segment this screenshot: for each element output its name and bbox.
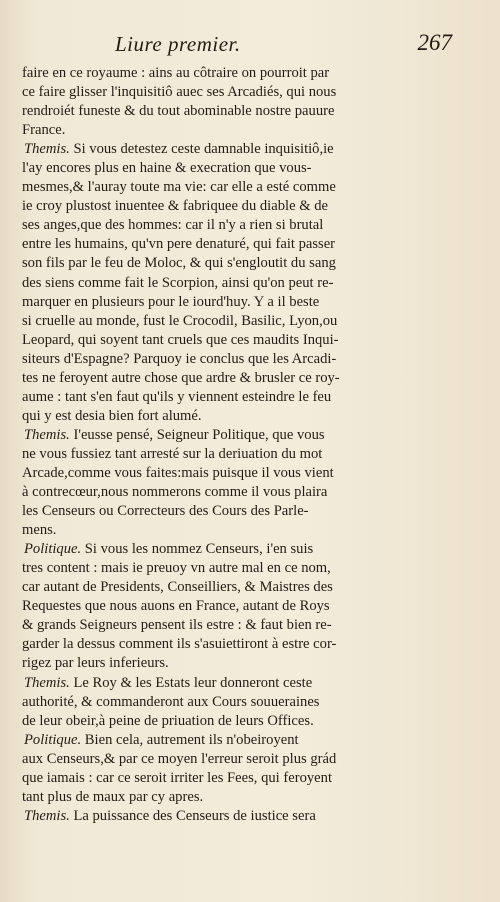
text-line — [22, 178, 400, 197]
text-line — [22, 712, 400, 731]
text-line — [22, 597, 400, 616]
line-text: ie croy plustost inuentee & fabriquee du diable & de — [22, 198, 328, 215]
text-line — [22, 674, 400, 693]
line-text: entre les humains, qu'vn pere denaturé, qui fait passer — [22, 236, 336, 253]
text-line — [22, 445, 400, 464]
line-text: ses anges,que des hommes: car il n'y a rien si brutal — [22, 217, 324, 234]
line-text: si cruelle au monde, fust le Crocodil, Basilic, Lyon,ou — [22, 312, 338, 329]
speaker-name: Themis. — [24, 807, 70, 824]
line-text: rendroiét funeste & du tout abominable nostre pauure — [22, 103, 335, 120]
text-line — [22, 521, 400, 540]
text-line — [22, 64, 400, 83]
text-line — [22, 350, 400, 369]
text-line — [22, 216, 400, 235]
text-line — [22, 274, 400, 293]
text-line — [22, 331, 400, 350]
speaker-name: Themis. — [24, 426, 70, 443]
line-text: Si vous detestez ceste damnable inquisitiô,ie — [69, 141, 334, 158]
text-line — [22, 293, 400, 312]
text-line — [22, 102, 400, 121]
running-title: Liure premier. — [115, 32, 241, 56]
text-line — [22, 616, 400, 635]
line-text: son fils par le feu de Moloc, & qui s'engloutit du sang — [22, 255, 336, 272]
page-header — [95, 30, 460, 62]
line-text: & grands Seigneurs pensent ils estre : & faut bien re- — [22, 617, 332, 634]
line-text: tant plus de maux par cy apres. — [22, 788, 204, 805]
line-text: siteurs d'Espagne? Parquoy ie conclus que les Arcadi- — [22, 350, 337, 367]
text-line — [22, 426, 400, 445]
text-line — [22, 464, 400, 483]
line-text: que iamais : car ce seroit irriter les Fees, qui feroyent — [22, 769, 332, 786]
text-line — [22, 502, 400, 521]
line-text: aume : tant s'en faut qu'ils y viennent esteindre le feu — [22, 388, 332, 405]
text-line — [22, 540, 400, 559]
speaker-name: Politique. — [24, 731, 82, 748]
text-line — [22, 312, 400, 331]
text-line — [22, 750, 400, 769]
line-text: tes ne feroyent autre chose que ardre & brusler ce roy- — [22, 369, 340, 386]
line-text: qui y est desia bien fort alumé. — [22, 407, 202, 424]
line-text: I'eusse pensé, Seigneur Politique, que vous — [69, 426, 325, 443]
line-text: à contrecœur,nous nommerons comme il vous plaira — [22, 484, 328, 501]
speaker-name: Politique. — [24, 541, 82, 558]
line-text: Leopard, qui soyent tant cruels que ces maudits Inqui- — [22, 331, 339, 348]
text-line — [22, 83, 400, 102]
line-text: mesmes,& l'auray toute ma vie: car elle a esté comme — [22, 179, 336, 196]
line-text: l'ay encores plus en haine & execration que vous- — [22, 160, 312, 177]
text-line — [22, 197, 400, 216]
line-text: car autant de Presidents, Conseilliers, & Maistres des — [22, 579, 333, 596]
line-text: Requestes que nous auons en France, autant de Roys — [22, 598, 330, 615]
text-line — [22, 807, 400, 826]
text-line — [22, 654, 400, 673]
text-line — [22, 159, 400, 178]
text-line — [22, 788, 400, 807]
text-line — [22, 254, 400, 273]
line-text: ce faire glisser l'inquisitiô auec ses Arcadiés, qui nous — [22, 84, 337, 101]
text-line — [22, 140, 400, 159]
line-text: Le Roy & les Estats leur donneront ceste — [69, 674, 313, 691]
page-number: 267 — [417, 30, 452, 55]
text-line — [22, 235, 400, 254]
line-text: Si vous les nommez Censeurs, i'en suis — [81, 541, 314, 558]
line-text: des siens comme fait le Scorpion, ainsi qu'on peut re- — [22, 274, 334, 291]
line-text: La puissance des Censeurs de iustice sera — [69, 807, 316, 824]
text-line — [22, 483, 400, 502]
text-line — [22, 121, 400, 140]
text-line — [22, 559, 400, 578]
line-text: les Censeurs ou Correcteurs des Cours des Parle- — [22, 503, 309, 520]
line-text: France. — [22, 122, 66, 139]
line-text: aux Censeurs,& par ce moyen l'erreur seroit plus grád — [22, 750, 337, 767]
text-line — [22, 635, 400, 654]
body-text — [22, 64, 400, 826]
line-text: ne vous fussiez tant arresté sur la deriuation du mot — [22, 445, 323, 462]
line-text: de leur obeir,à peine de priuation de leurs Offices. — [22, 712, 314, 729]
text-line — [22, 407, 400, 426]
line-text: mens. — [22, 522, 57, 539]
line-text: Bien cela, autrement ils n'obeiroyent — [81, 731, 299, 748]
line-text: rigez par leurs inferieurs. — [22, 655, 169, 672]
line-text: Arcade,comme vous faites:mais puisque il vous vient — [22, 464, 334, 481]
line-text: faire en ce royaume : ains au côtraire on pourroit par — [22, 65, 330, 81]
text-line — [22, 369, 400, 388]
line-text: garder la dessus comment ils s'asuiettiront à estre cor- — [22, 636, 337, 653]
speaker-name: Themis. — [24, 674, 70, 691]
line-text: authorité, & commanderont aux Cours souueraines — [22, 693, 320, 710]
text-line — [22, 769, 400, 788]
text-line — [22, 388, 400, 407]
text-line — [22, 578, 400, 597]
line-text: tres content : mais ie preuoy vn autre mal en ce nom, — [22, 560, 331, 577]
line-text: marquer en plusieurs pour le iourd'huy. Y a il beste — [22, 293, 320, 310]
speaker-name: Themis. — [24, 141, 70, 158]
text-line — [22, 731, 400, 750]
text-line — [22, 693, 400, 712]
